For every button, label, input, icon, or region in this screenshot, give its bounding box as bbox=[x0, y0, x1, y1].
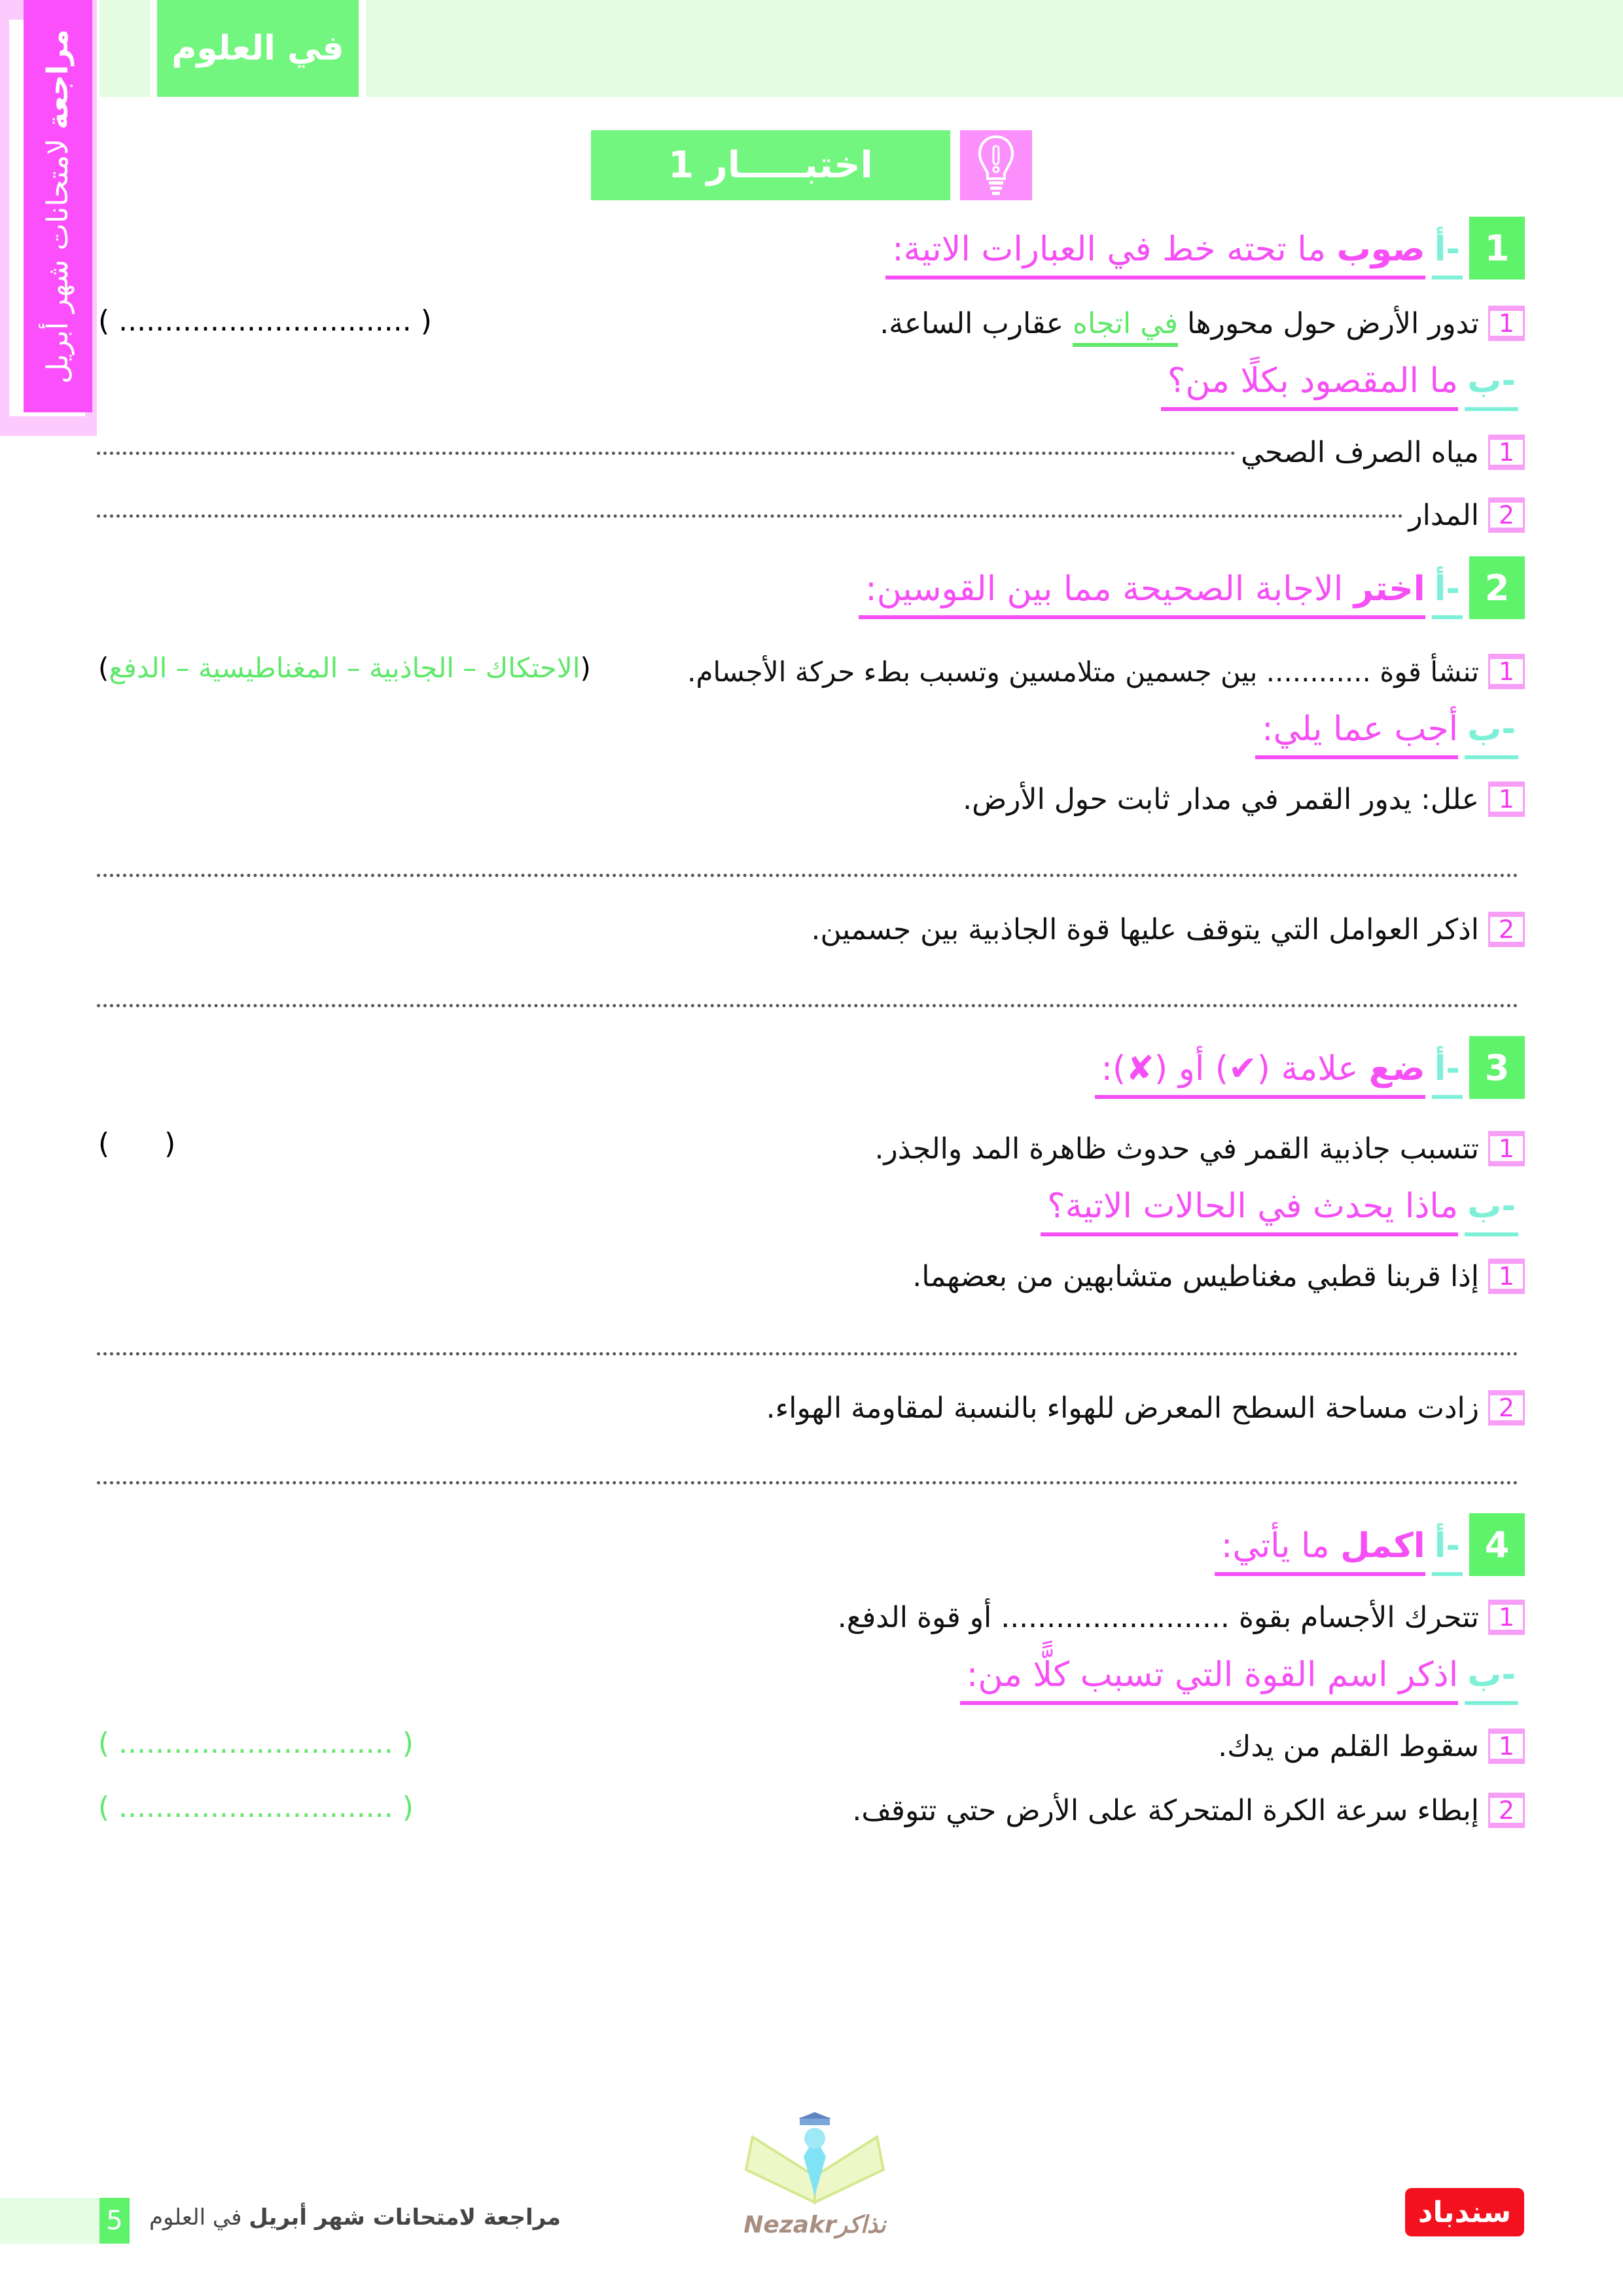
question-number-badge: 1 bbox=[1469, 217, 1525, 279]
answer-line[interactable] bbox=[97, 1352, 1518, 1355]
item-text: تنشأ قوة ............ بين جسمين متلامسين وتسبب بطء حركة الأجسام. bbox=[687, 655, 1479, 688]
list-item bbox=[97, 778, 1525, 820]
subsection-b-heading bbox=[1255, 707, 1525, 759]
answer-line[interactable] bbox=[97, 1481, 1518, 1484]
list-item bbox=[97, 1387, 1525, 1429]
side-title-rest: لامتحانات شهر أبريل bbox=[41, 138, 75, 384]
sindbad-logo: سندباد bbox=[1405, 2188, 1524, 2236]
choices: (الاحتكاك – الجاذبية – المغناطيسية – الدفع) bbox=[98, 652, 591, 684]
item-number: 1 bbox=[1488, 306, 1525, 341]
section-title: اذكر اسم القوة التي تسبب كلًّا من: bbox=[960, 1649, 1458, 1705]
section-letter: ب- bbox=[1465, 703, 1518, 759]
question-number-badge: 4 bbox=[1469, 1513, 1525, 1576]
item-number: 1 bbox=[1488, 435, 1525, 470]
lightbulb-icon bbox=[960, 130, 1032, 200]
item-text: إذا قربنا قطبي مغناطيس متشابهين من بعضهما. bbox=[912, 1259, 1479, 1293]
top-band-right bbox=[366, 0, 1623, 97]
subsection-b-heading bbox=[1161, 359, 1525, 411]
question-4-heading bbox=[1215, 1513, 1525, 1576]
answer-blank[interactable]: ( .............................. ) bbox=[98, 1727, 414, 1760]
answer-line[interactable] bbox=[97, 442, 1236, 455]
item-text: علل: يدور القمر في مدار ثابت حول الأرض. bbox=[963, 782, 1479, 816]
list-item bbox=[97, 1255, 1525, 1297]
choice-list: الاحتكاك – الجاذبية – المغناطيسية – الدفع bbox=[109, 652, 580, 684]
section-title: اكمل ما يأتي: bbox=[1215, 1520, 1425, 1576]
side-title-bold: مراجعة bbox=[41, 29, 75, 130]
item-number: 2 bbox=[1488, 1793, 1525, 1828]
list-item bbox=[97, 1128, 1525, 1170]
item-number: 1 bbox=[1488, 654, 1525, 689]
section-letter: ب- bbox=[1465, 355, 1518, 411]
section-title: اختر الاجابة الصحيحة مما بين القوسين: bbox=[859, 563, 1425, 619]
item-number: 1 bbox=[1488, 1729, 1525, 1764]
item-text: اذكر العوامل التي يتوقف عليها قوة الجاذبية بين جسمين. bbox=[811, 912, 1479, 946]
item-number: 2 bbox=[1488, 1390, 1525, 1426]
question-number-badge: 2 bbox=[1469, 556, 1525, 619]
section-letter: أ- bbox=[1432, 1043, 1463, 1099]
item-number: 1 bbox=[1488, 781, 1525, 817]
list-item bbox=[97, 494, 1525, 536]
item-text: زادت مساحة السطح المعرض للهواء بالنسبة لمقاومة الهواء. bbox=[766, 1391, 1479, 1425]
section-letter: أ- bbox=[1432, 563, 1463, 619]
item-text: سقوط القلم من يدك. bbox=[1218, 1729, 1479, 1763]
list-item bbox=[97, 1596, 1525, 1638]
question-number-badge: 3 bbox=[1469, 1036, 1525, 1099]
item-number: 1 bbox=[1488, 1259, 1525, 1294]
subsection-b-heading bbox=[960, 1653, 1525, 1705]
item-text: إبطاء سرعة الكرة المتحركة على الأرض حتي تتوقف. bbox=[852, 1793, 1479, 1827]
top-band-left bbox=[99, 0, 151, 97]
section-letter: ب- bbox=[1465, 1649, 1518, 1705]
item-number: 1 bbox=[1488, 1131, 1525, 1166]
answer-line[interactable] bbox=[97, 1004, 1518, 1007]
footer-band bbox=[0, 2198, 99, 2244]
answer-line[interactable] bbox=[97, 505, 1403, 518]
nezakr-logo bbox=[720, 2111, 910, 2242]
question-2-heading bbox=[859, 556, 1525, 619]
section-title: ما المقصود بكلًا من؟ bbox=[1161, 355, 1458, 411]
item-text: تتسبب جاذبية القمر في حدوث ظاهرة المد والجذر. bbox=[874, 1132, 1479, 1166]
item-number: 2 bbox=[1488, 912, 1525, 947]
section-letter: أ- bbox=[1432, 223, 1463, 279]
section-letter: أ- bbox=[1432, 1520, 1463, 1576]
list-item bbox=[97, 908, 1525, 950]
item-number: 1 bbox=[1488, 1600, 1525, 1635]
answer-blank[interactable]: ( ) bbox=[98, 1127, 176, 1160]
item-text: مياه الصرف الصحي bbox=[1241, 435, 1479, 469]
answer-blank[interactable]: ( .............................. ) bbox=[98, 1791, 414, 1824]
section-title: صوب ما تحته خط في العبارات الاتية: bbox=[885, 223, 1425, 279]
question-3-heading bbox=[1095, 1036, 1525, 1099]
subject-label: في العلوم bbox=[157, 0, 359, 97]
question-1-heading bbox=[885, 217, 1525, 279]
section-title: ماذا يحدث في الحالات الاتية؟ bbox=[1041, 1180, 1458, 1236]
underlined-phrase: في اتجاه bbox=[1073, 307, 1178, 347]
test-title: اختبـــــار 1 bbox=[591, 130, 950, 200]
answer-line[interactable] bbox=[97, 874, 1518, 877]
answer-blank[interactable]: ( ................................ ) bbox=[98, 304, 432, 338]
section-letter: ب- bbox=[1465, 1180, 1518, 1236]
item-text: تدور الأرض حول محورها في اتجاه عقارب الساعة. bbox=[880, 307, 1479, 340]
item-text: المدار bbox=[1408, 498, 1479, 532]
item-text: تتحرك الأجسام بقوة ......................... أو قوة الدفع. bbox=[837, 1600, 1479, 1634]
footer-title: مراجعة لامتحانات شهر أبريل في العلوم bbox=[149, 2204, 561, 2231]
page-number: 5 bbox=[99, 2198, 130, 2244]
section-title: ضع علامة (✔) أو (✘): bbox=[1095, 1043, 1425, 1099]
section-title: أجب عما يلي: bbox=[1255, 703, 1458, 759]
item-number: 2 bbox=[1488, 497, 1525, 533]
side-banner-title bbox=[24, 0, 92, 412]
subsection-b-heading bbox=[1041, 1184, 1525, 1236]
list-item bbox=[97, 431, 1525, 473]
logo-text: Nezakrنذاكر bbox=[743, 2212, 886, 2238]
